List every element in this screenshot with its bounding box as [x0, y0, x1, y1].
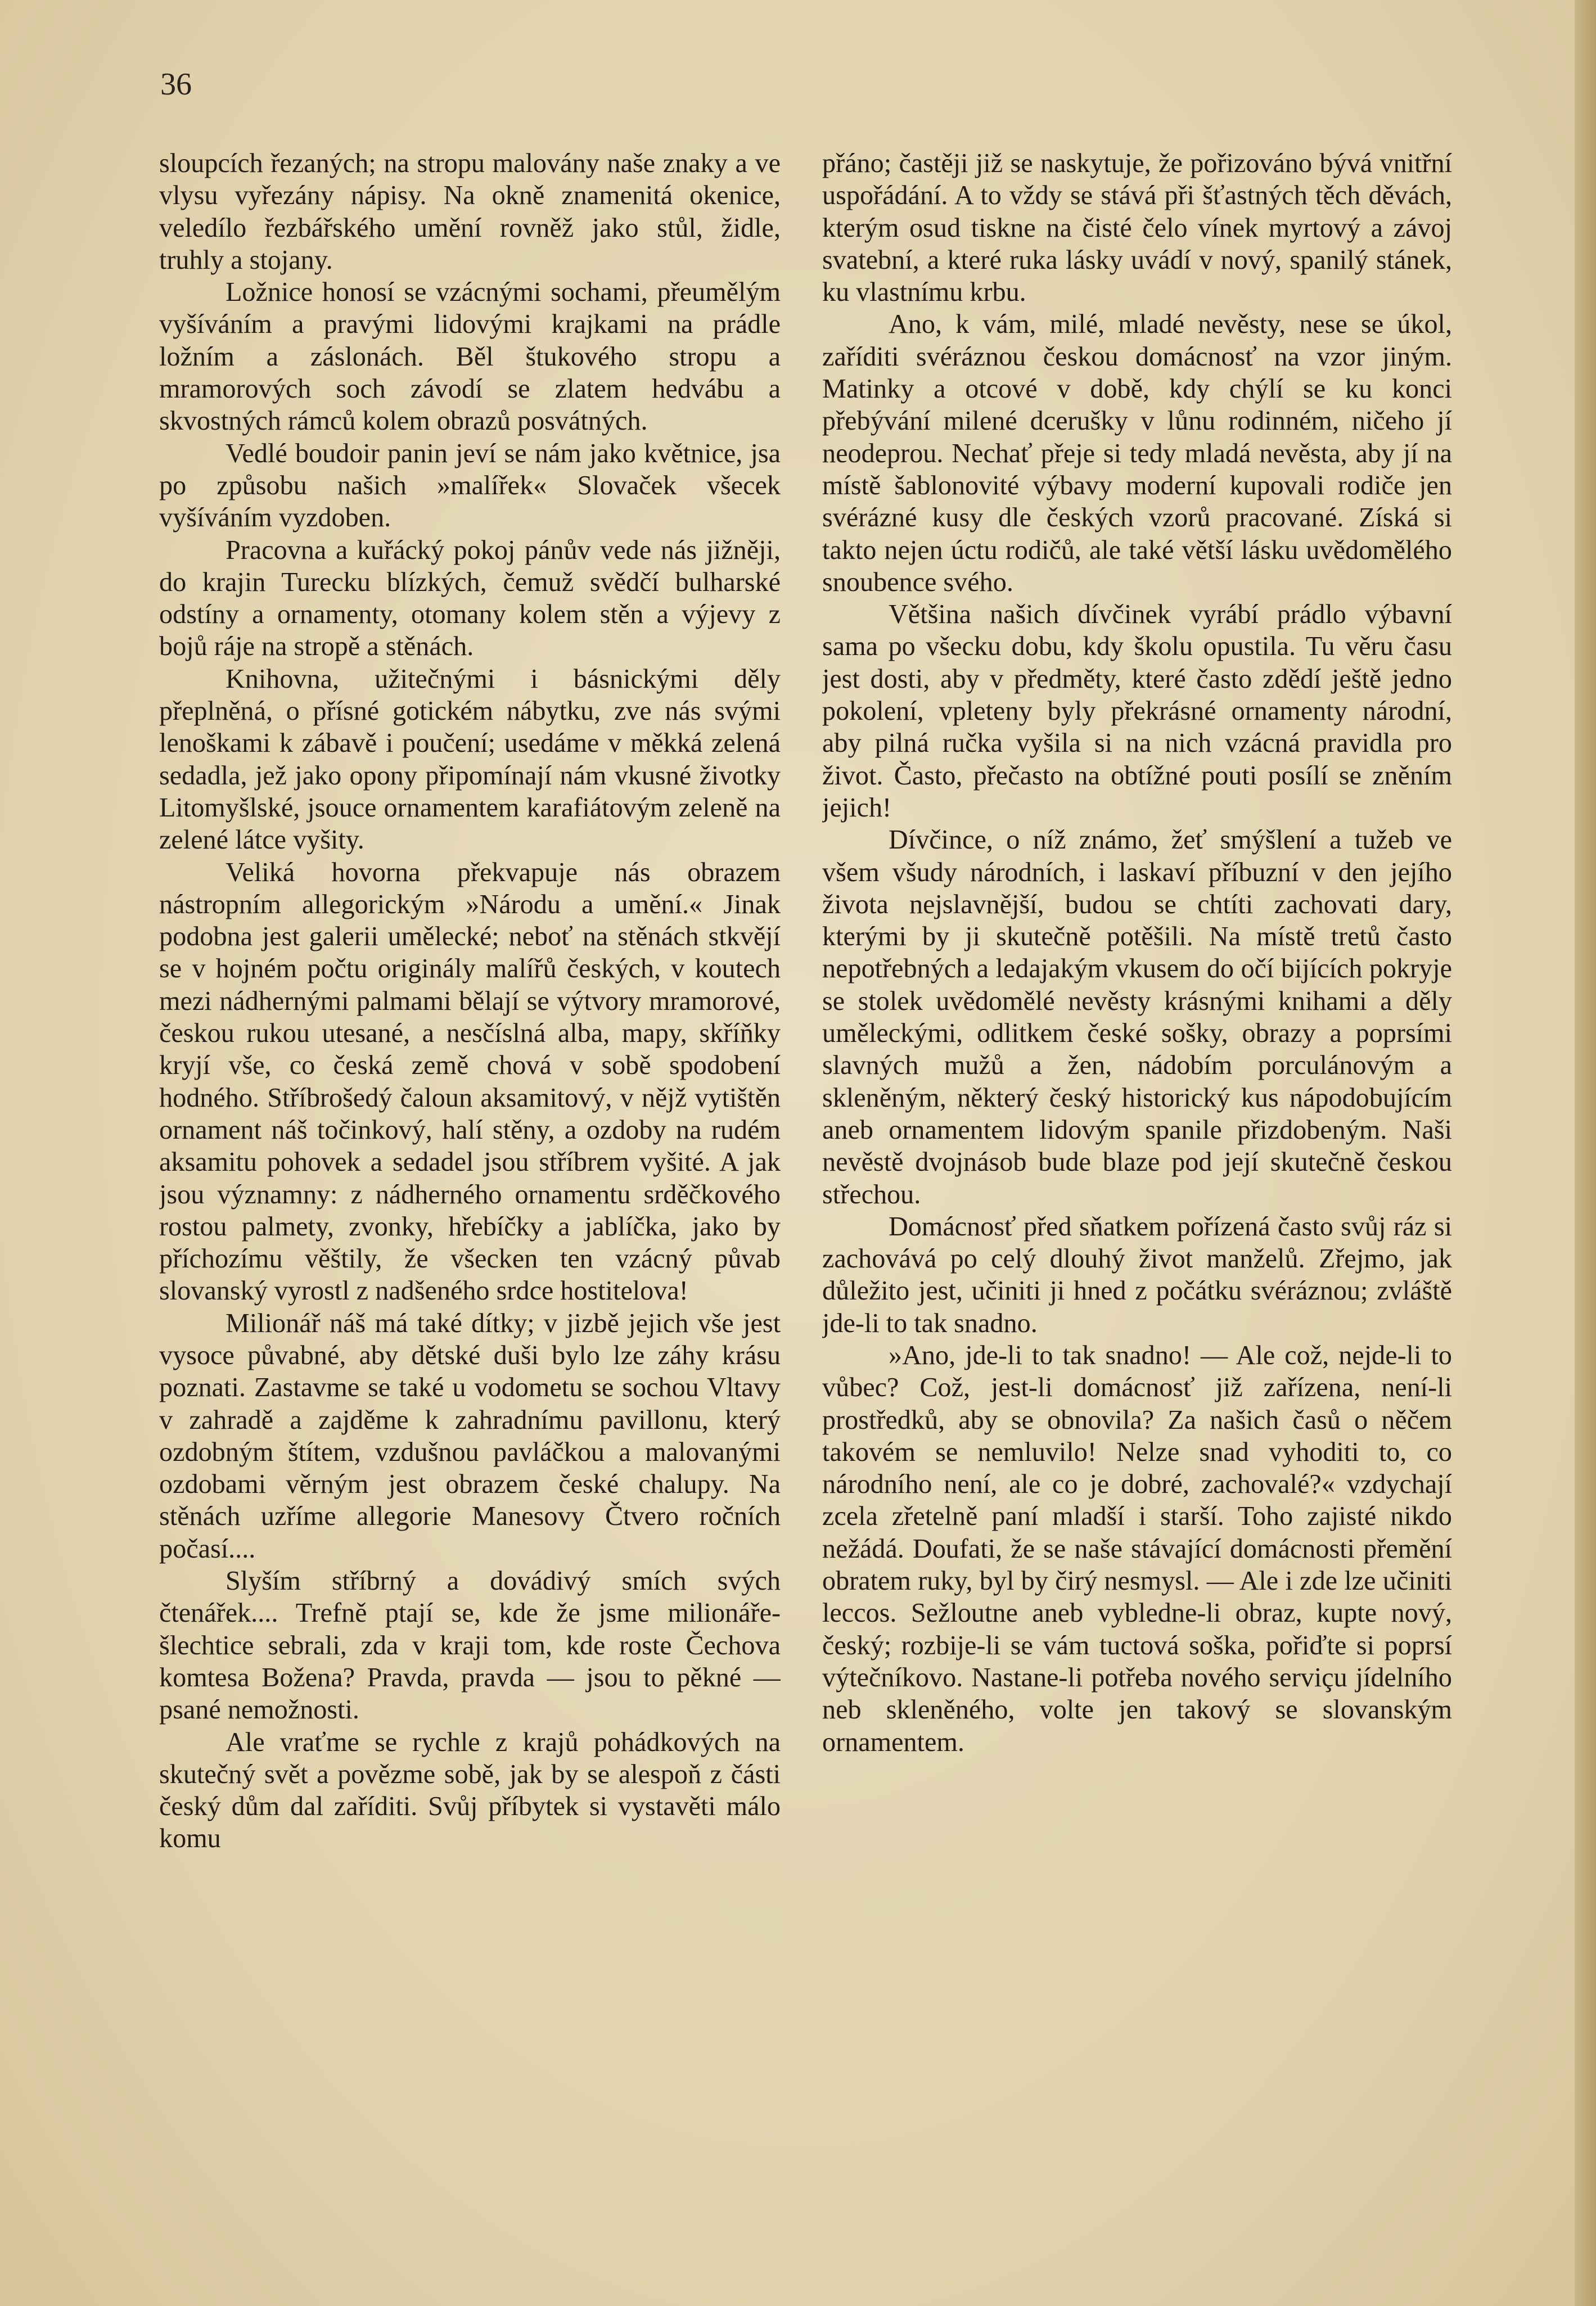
paragraph: Dívčince, o níž známo, žeť smýšlení a tužeb ve všem všudy národních, i laskaví příbuzní v den jejího života nejslavnější, budou se chtíti zachovati dary, kterými by ji skutečně potěšili. Na místě tretů často nepotřebných a ledajakým vkusem do očí bijících pokryje se stolek uvědomělé nevěsty krásnými knihami a děly uměleckými, odlitkem české sošky, obrazy a poprsími slavných mužů a žen, nádobím porculánovým a skleněným, některý český historický kus nápodobujícím aneb ornamentem lidovým spanile přizdobeným. Naši nevěstě dvojnásob bude blaze pod její skutečně českou střechou. [822, 825, 1452, 1210]
paragraph: Ložnice honosí se vzácnými sochami, přeumělým vyšíváním a pravými lidovými krajkami na prádle ložním a záslonách. Běl štukového stropu a mramorových soch závodí se zlatem hedvábu a skvostných rámců kolem obrazů posvátných. [159, 277, 781, 436]
right-column [822, 147, 1452, 2149]
paragraph: Knihovna, užitečnými i básnickými děly přeplněná, o přísné gotickém nábytku, zve nás svými lenoškami k zábavě i poučení; usedáme v měkká zelená sedadla, jež jako opony připomínají nám vkusné životky Litomyšlské, jsouce ornamentem karafiátovým zeleně na zelené látce vyšity. [159, 664, 781, 855]
paragraph: Ale vraťme se rychle z krajů pohádkových na skutečný svět a povězme sobě, jak by se alespoň z části český dům dal zaříditi. Svůj příbytek si vystavěti málo komu [159, 1727, 781, 1854]
paragraph: Milionář náš má také dítky; v jizbě jejich vše jest vysoce půvabné, aby dětské duši bylo lze záhy krásu poznati. Zastavme se také u vodometu se sochou Vltavy v zahradě a zajděme k zahradnímu pavillonu, který ozdobným štítem, vzdušnou pavláčkou a malovanými ozdobami věrným jest obrazem české chalupy. Na stěnách uzříme allegorie Manesovy Čtvero ročních počasí.... [159, 1308, 781, 1564]
paragraph: Ano, k vám, milé, mladé nevěsty, nese se úkol, zaříditi svéráznou českou domácnosť na vzor jiným. Matinky a otcové v době, kdy chýlí se ku konci přebývání milené dcerušky v lůnu rodinném, ničeho jí neodeprou. Nechať přeje si tedy mladá nevěsta, aby jí na místě šablonovité výbavy moderní kupovali rodiče jen svérázné kusy dle českých vzorů pracované. Získá si takto nejen úctu rodičů, ale také větší lásku uvědomělého snoubence svého. [822, 309, 1452, 597]
page-number: 36 [160, 67, 192, 102]
paragraph: »Ano, jde-li to tak snadno! — Ale což, nejde-li to vůbec? Což, jest-li domácnosť již zařízena, není-li prostředků, aby se obnovila? Za našich časů o něčem takovém se nemluvilo! Nelze snad vyhoditi to, co národního není, ale co je dobré, zachovalé?« vzdychají zcela zřetelně paní mladší i starší. Toho zajisté nikdo nežádá. Doufati, že se naše stávající domácnosti přemění obratem ruky, byl by čirý nesmysl. — Ale i zde lze učiniti leccos. Sežloutne aneb vybledne-li obraz, kupte nový, český; rozbije-li se vám tuctová soška, pořiďte si poprsí výtečníkovo. Nastane-li potřeba nového serviçu jídelního neb skleněného, volte jen takový se slovanským ornamentem. [822, 1340, 1452, 1757]
paragraph: přáno; častěji již se naskytuje, že pořizováno bývá vnitřní uspořádání. A to vždy se stává při šťastných těch děvách, kterým osud tiskne na čisté čelo vínek myrtový a závoj svatební, a které ruka lásky uvádí v nový, spanilý stánek, ku vlastnímu krbu. [822, 148, 1452, 308]
paragraph: Slyším stříbrný a dovádivý smích svých čtenářek.... Trefně ptají se, kde že jsme milionáře-šlechtice sebrali, zda v kraji tom, kde roste Čechova komtesa Božena? Pravda, pravda — jsou to pěkné — psané nemožnosti. [159, 1566, 781, 1725]
paragraph: Veliká hovorna překvapuje nás obrazem nástropním allegorickým »Národu a umění.« Jinak podobna jest galerii umělecké; neboť na stěnách stkvějí se v hojném počtu originály malířů českých, v koutech mezi nádhernými palmami bělají se výtvory mramorové, českou rukou utesané, a nesčíslná alba, mapy, skříňky kryjí vše, co česká země chová v sobě spodobení hodného. Stříbrošedý čaloun aksamitový, v nějž vytištěn ornament náš točinkový, halí stěny, a ozdoby na rudém aksamitu pohovek a sedadel jsou stříbrem vyšité. A jak jsou významny: z nádherného ornamentu srděčkového rostou palmety, zvonky, hřebíčky a jablíčka, jako by příchozímu věštily, že všecken ten vzácný půvab slovanský vyrostl z nadšeného srdce hostitelova! [159, 857, 781, 1306]
left-column [159, 147, 781, 2149]
paragraph: Pracovna a kuřácký pokoj pánův vede nás jižněji, do krajin Turecku blízkých, čemuž svědčí bulharské odstíny a ornamenty, otomany kolem stěn a výjevy z bojů ráje na stropě a stěnách. [159, 535, 781, 662]
page-edge [1575, 0, 1596, 2306]
paragraph: Domácnosť před sňatkem pořízená často svůj ráz si zachovává po celý dlouhý život manželů. Zřejmo, jak důležito jest, učiniti ji hned z počátku svéráznou; zvláště jde-li to tak snadno. [822, 1211, 1452, 1338]
paragraph: Vedlé boudoir panin jeví se nám jako květnice, jsa po způsobu našich »malířek« Slovaček všecek vyšíváním vyzdoben. [159, 438, 781, 533]
paragraph: Většina našich dívčinek vyrábí prádlo výbavní sama po všecku dobu, kdy školu opustila. Tu věru času jest dosti, aby v předměty, které často zdědí ještě jedno pokolení, vpleteny byly překrásné ornamenty národní, aby pilná ručka vyšila si na nich vzácná pravidla pro život. Často, přečasto na obtížné pouti posílí se zněním jejich! [822, 599, 1452, 823]
paragraph: sloupcích řezaných; na stropu malovány naše znaky a ve vlysu vyřezány nápisy. Na okně znamenitá okenice, veledílo řezbářského umění rovněž jako stůl, židle, truhly a stojany. [159, 148, 781, 275]
